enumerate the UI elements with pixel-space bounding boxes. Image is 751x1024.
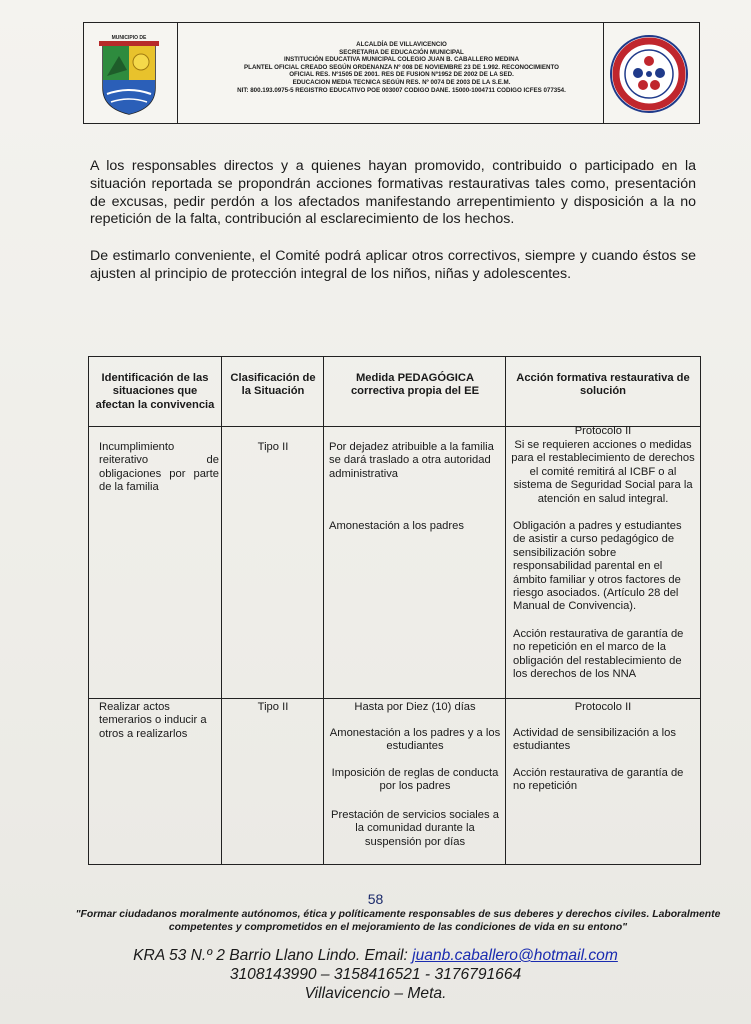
- table-row-divider: [89, 698, 700, 699]
- header-line: NIT: 800.193.0975-5 REGISTRO EDUCATIVO POE 003007 CODIGO DANE. 15000-1004711 CODIGO ICFES 077354.: [237, 86, 566, 94]
- paragraph-restorative-actions: A los responsables directos y a quienes hayan promovido, contribuido o participado en la situación reportada se propondrán acciones formativas restaurativas tales como, presentación de excusas, pedir perdón a los afectados manifestando arrepentimiento y disposición a la no repetición de la falta, contribución al esclarecimiento de los hechos.: [90, 158, 696, 228]
- school-emblem-icon: [605, 31, 693, 117]
- paragraph-other-correctives: De estimarlo conveniente, el Comité podrá aplicar otros correctivos, siempre y cuando éstos se ajusten al principio de protección integral de los niños, niñas y adolescentes.: [90, 248, 696, 282]
- table-col-divider: [323, 357, 324, 864]
- row2-measure-warning: Amonestación a los padres y a los estudiantes: [329, 727, 501, 753]
- column-header-measure: Medida PEDAGÓGICA correctiva propia del EE: [350, 372, 480, 398]
- header-line: OFICIAL RES. Nº1505 DE 2001. RES DE FUSION Nº1952 DE 2002 DE LA SED.: [289, 71, 514, 79]
- column-header-situations: Identificación de las situaciones que afectan la convivencia: [95, 372, 215, 411]
- row1-action-rights: Si se requieren acciones o medidas para el restablecimiento de derechos el comité remitirá al ICBF o al sistema de Seguridad Social para la atención en salud integral.: [511, 439, 695, 505]
- column-header-classification: Clasificación de la Situación: [230, 372, 316, 398]
- row1-measure-parents: Amonestación a los padres: [329, 520, 464, 532]
- header-line: PLANTEL OFICIAL CREADO SEGÚN ORDENANZA Nº 008 DE NOVIEMBRE 23 DE 1.992. RECONOCIMIENTO: [244, 63, 559, 71]
- phone-numbers: 3108143990 – 3158416521 - 3176791664: [229, 966, 522, 983]
- row2-measure-days: Hasta por Diez (10) días: [354, 701, 476, 713]
- row2-protocol: Protocolo II: [574, 701, 632, 713]
- table-col-divider: [505, 357, 506, 864]
- row2-action-guarantee: Acción restaurativa de garantía de no repetición: [513, 767, 684, 793]
- row1-protocol: Protocolo II: [574, 425, 632, 437]
- row2-action-awareness: Actividad de sensibilización a los estudiantes: [513, 727, 676, 753]
- situations-table: [88, 356, 701, 865]
- page-number: 58: [367, 891, 384, 907]
- municipal-coat-of-arms-icon: [89, 30, 169, 118]
- row1-measure-transfer: Por dejadez atribuible a la familia se dará traslado a otra autoridad administrativa: [329, 441, 494, 480]
- row1-action-course: Obligación a padres y estudiantes de asistir a curso pedagógico de sensibilización sobre responsabilidad parental en el ámbito familiar y otros factores de riesgo asociados. (Artículo 28 del Manual de Convivencia).: [513, 520, 682, 613]
- row2-measure-rules: Imposición de reglas de conducta por los padres: [331, 767, 499, 793]
- letterhead: [83, 22, 700, 124]
- header-line: INSTITUCIÓN EDUCATIVA MUNICIPAL COLEGIO JUAN B. CABALLERO MEDINA: [283, 56, 520, 64]
- header-divider-right: [603, 23, 604, 123]
- row2-situation: Realizar actos temerarios o inducir a otros a realizarlos: [99, 701, 207, 740]
- letterhead-text: [204, 41, 599, 94]
- city-line: Villavicencio – Meta.: [304, 985, 447, 1002]
- address-line: [0, 946, 751, 965]
- address-text: KRA 53 N.º 2 Barrio Llano Lindo. Email:: [133, 947, 413, 964]
- row1-action-guarantee: Acción restaurativa de garantía de no repetición en el marco de la obligación del restablecimiento de los derechos de los NNA: [513, 628, 684, 681]
- header-line: ALCALDÍA DE VILLAVICENCIO: [356, 41, 447, 48]
- row1-classification: Tipo II: [257, 441, 289, 453]
- email-link[interactable]: juanb.caballero@hotmail.com: [412, 947, 618, 964]
- column-header-action: Acción formativa restaurativa de solución: [516, 372, 690, 398]
- row1-situation: Incumplimiento reiterativo de obligaciones por parte de la familia: [99, 441, 219, 494]
- table-col-divider: [221, 357, 222, 864]
- logo-caption: MUNICIPIO DE: [111, 35, 147, 41]
- institution-motto: "Formar ciudadanos moralmente autónomos, ética y políticamente responsables de sus deberes y derechos civiles. Laboralmente competentes y comprometidos en el mejoramiento de las condiciones de vida en su entono": [75, 909, 721, 933]
- header-divider-left: [177, 23, 178, 123]
- header-line: SECRETARIA DE EDUCACIÓN MUNICIPAL: [339, 48, 464, 56]
- header-line: EDUCACION MEDIA TECNICA SEGÚN RES. Nº 0074 DE 2003 DE LA S.E.M.: [292, 78, 511, 86]
- row2-classification: Tipo II: [257, 701, 289, 713]
- row2-measure-service: Prestación de servicios sociales a la comunidad durante la suspensión por días: [331, 809, 499, 848]
